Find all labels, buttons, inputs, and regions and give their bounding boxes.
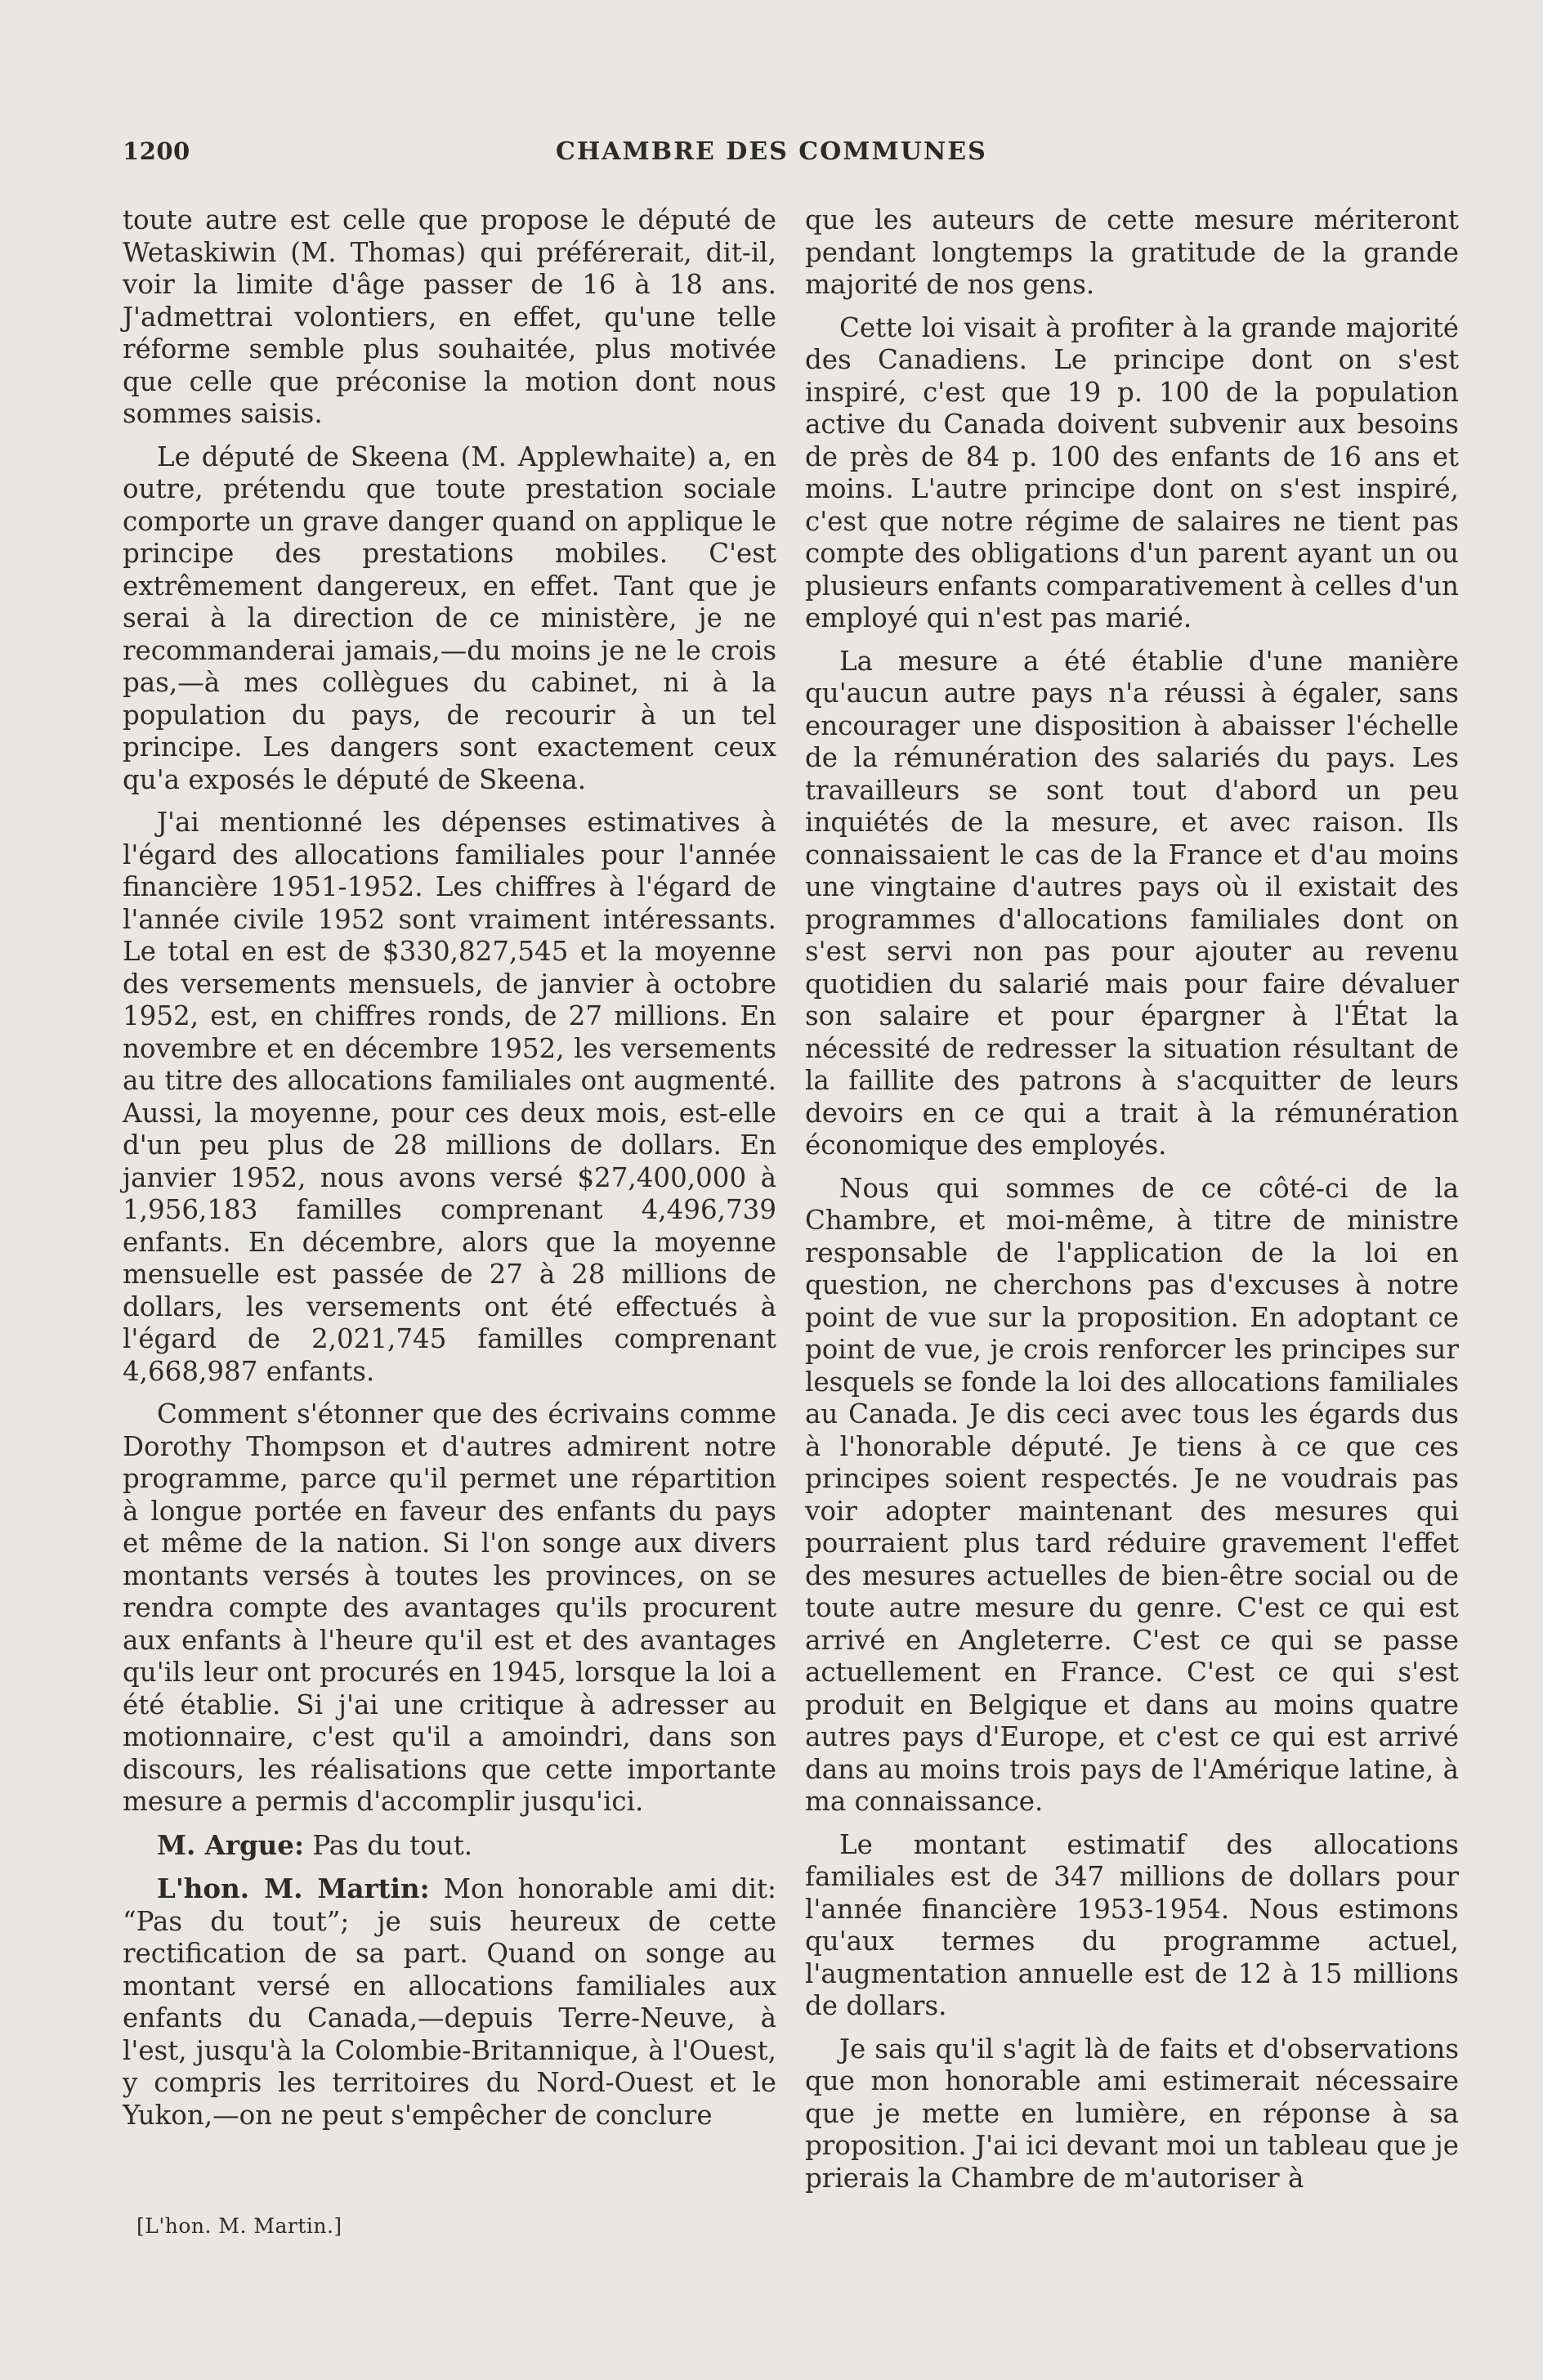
paragraph: La mesure a été établie d'une manière qu'aucun autre pays n'a réussi à égaler, sans encourager une disposition à abaisser l'échelle de la rémunération des salariés du pays. Les travailleurs se sont tout d'abord un peu inquiétés de la mesure, et avec raison. Ils connaissaient le cas de la France et d'au moins une vingtaine d'autres pays où il existait des programmes d'allocations familiales dont on s'est servi non pas pour ajouter au revenu quotidien du salarié mais pour faire dévaluer son salaire et pour épargner à l'État la nécessité de redresser la situation résultant de la faillite des patrons à s'acquitter de leurs devoirs en ce qui a trait à la rémunération économique des employés. (805, 645, 1459, 1161)
paragraph: toute autre est celle que propose le député de Wetaskiwin (M. Thomas) qui préférerait, dit-il, voir la limite d'âge passer de 16 à 18 ans. J'admettrai volontiers, en effet, qu'une telle réforme semble plus souhaitée, plus motivée que celle que préconise la motion dont nous sommes saisis. (123, 204, 776, 429)
speech-paragraph (123, 1872, 776, 2132)
speech-text: Mon honorable ami dit: “Pas du tout”; je suis heureux de cette rectification de sa part. Quand on songe au montant versé en allocations familiales aux enfants du Canada,—depuis Terre-Neuve, à l'est, jusqu'à la Colombie-Britannique, à l'Ouest, y compris les territoires du Nord-Ouest et le Yukon,—on ne peut s'empêcher de conclure (123, 1873, 776, 2131)
right-column (805, 204, 1459, 2205)
paragraph: Nous qui sommes de ce côté-ci de la Chambre, et moi-même, à titre de ministre responsable de l'application de la loi en question, ne cherchons pas d'excuses à notre point de vue sur la proposition. En adoptant ce point de vue, je crois renforcer les principes sur lesquels se fonde la loi des allocations familiales au Canada. Je dis ceci avec tous les égards dus à l'honorable député. Je tiens à ce que ces principes soient respectés. Je ne voudrais pas voir adopter maintenant des mesures qui pourraient plus tard réduire gravement l'effet des mesures actuelles de bien-être social ou de toute autre mesure du genre. C'est ce qui est arrivé en Angleterre. C'est ce qui se passe actuellement en France. C'est ce qui s'est produit en Belgique et dans au moins quatre autres pays d'Europe, et c'est ce qui est arrivé dans au moins trois pays de l'Amérique latine, à ma connaissance. (805, 1172, 1459, 1817)
left-column (123, 204, 776, 2142)
paragraph: Cette loi visait à profiter à la grande majorité des Canadiens. Le principe dont on s'est inspiré, c'est que 19 p. 100 de la population active du Canada doivent subvenir aux besoins de près de 84 p. 100 des enfants de 16 ans et moins. L'autre principe dont on s'est inspiré, c'est que notre régime de salaires ne tient pas compte des obligations d'un parent ayant un ou plusieurs enfants comparativement à celles d'un employé qui n'est pas marié. (805, 311, 1459, 633)
speaker-name: L'hon. M. Martin: (157, 1872, 430, 1904)
paragraph: Comment s'étonner que des écrivains comme Dorothy Thompson et d'autres admirent notre programme, parce qu'il permet une répartition à longue portée en faveur des enfants du pays et même de la nation. Si l'on songe aux divers montants versés à toutes les provinces, on se rendra compte des avantages qu'ils procurent aux enfants à l'heure qu'il est et des avantages qu'ils leur ont procurés en 1945, lorsque la loi a été établie. Si j'ai une critique à adresser au motionnaire, c'est qu'il a amoindri, dans son discours, les réalisations que cette importante mesure a permis d'accomplir jusqu'ici. (123, 1398, 776, 1817)
paragraph: Le montant estimatif des allocations familiales est de 347 millions de dollars pour l'année financière 1953-1954. Nous estimons qu'aux termes du programme actuel, l'augmentation annuelle est de 12 à 15 millions de dollars. (805, 1828, 1459, 2021)
paragraph: Le député de Skeena (M. Applewhaite) a, en outre, prétendu que toute prestation sociale comporte un grave danger quand on applique le principe des prestations mobiles. C'est extrêmement dangereux, en effet. Tant que je serai à la direction de ce ministère, je ne recommanderai jamais,—du moins je ne le crois pas,—à mes collègues du cabinet, ni à la population du pays, de recourir à un tel principe. Les dangers sont exactement ceux qu'a exposés le député de Skeena. (123, 441, 776, 795)
running-head-title: CHAMBRE DES COMMUNES (556, 137, 987, 166)
page-number: 1200 (123, 137, 190, 165)
speaker-name: M. Argue: (157, 1828, 304, 1861)
paragraph: que les auteurs de cette mesure mériteront pendant longtemps la gratitude de la grande majorité de nos gens. (805, 204, 1459, 300)
paragraph: J'ai mentionné les dépenses estimatives à l'égard des allocations familiales pour l'année financière 1951-1952. Les chiffres à l'égard de l'année civile 1952 sont vraiment intéressants. Le total en est de $330,827,545 et la moyenne des versements mensuels, de janvier à octobre 1952, est, en chiffres ronds, de 27 millions. En novembre et en décembre 1952, les versements au titre des allocations familiales ont augmenté. Aussi, la moyenne, pour ces deux mois, est-elle d'un peu plus de 28 millions de dollars. En janvier 1952, nous avons versé $27,400,000 à 1,956,183 familles comprenant 4,496,739 enfants. En décembre, alors que la moyenne mensuelle est passée de 27 à 28 millions de dollars, les versements ont été effectués à l'égard de 2,021,745 familles comprenant 4,668,987 enfants. (123, 807, 776, 1387)
paragraph: Je sais qu'il s'agit là de faits et d'observations que mon honorable ami estimerait nécessaire que je mette en lumière, en réponse à sa proposition. J'ai ici devant moi un tableau que je prierais la Chambre de m'autoriser à (805, 2033, 1459, 2194)
speech-text: Pas du tout. (303, 1829, 473, 1861)
speech-paragraph (123, 1829, 776, 1863)
page-header (123, 137, 1463, 177)
speaker-footnote: [L'hon. M. Martin.] (136, 2214, 342, 2238)
